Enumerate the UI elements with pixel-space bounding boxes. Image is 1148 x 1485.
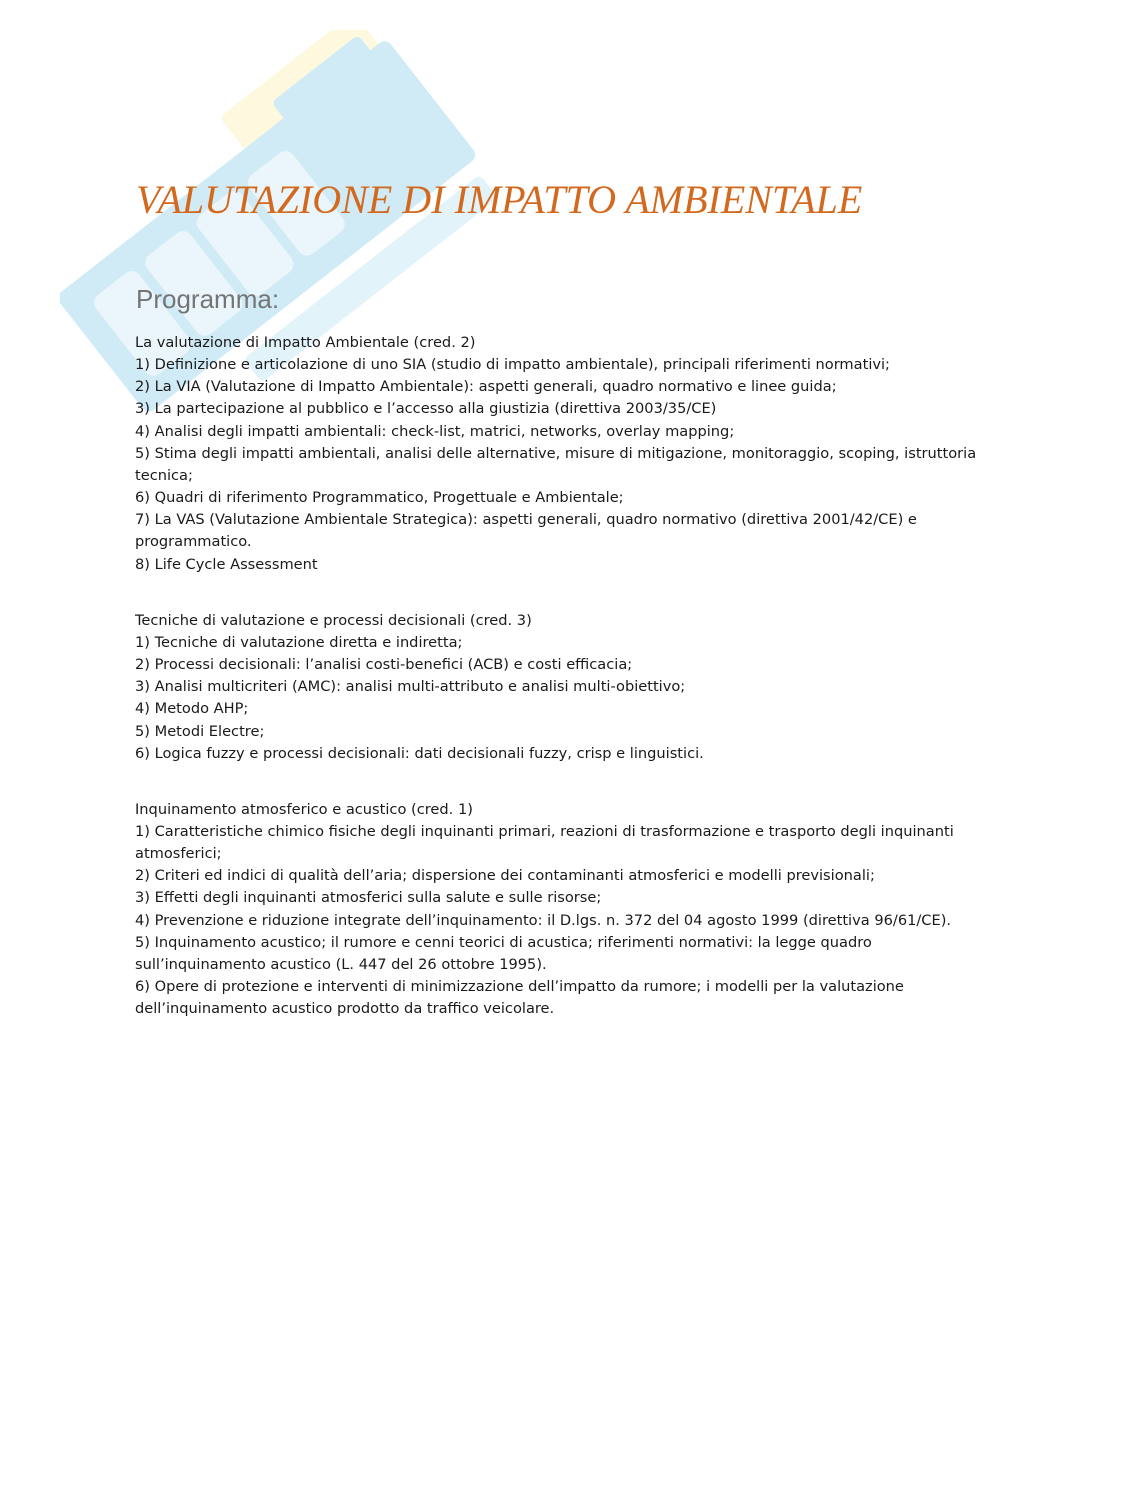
list-item: 3) La partecipazione al pubblico e l’accesso alla giustizia (direttiva 2003/35/CE) xyxy=(135,400,717,418)
section-heading: Tecniche di valutazione e processi decisionali (cred. 3) xyxy=(135,611,532,629)
list-item: 7) La VAS (Valutazione Ambientale Strategica): aspetti generali, quadro normativo (direttiva 2001/42/CE) e programmatico. xyxy=(135,511,917,551)
list-item: 3) Analisi multicriteri (AMC): analisi multi-attributo e analisi multi-obiettivo; xyxy=(135,678,686,696)
list-item: 1) Tecniche di valutazione diretta e indiretta; xyxy=(135,633,463,651)
list-item: 2) Criteri ed indici di qualità dell’aria; dispersione dei contaminanti atmosferici e modelli previsionali; xyxy=(135,867,875,885)
list-item: 2) Processi decisionali: l’analisi costi-benefici (ACB) e costi efficacia; xyxy=(135,656,633,674)
document-title: VALUTAZIONE DI IMPATTO AMBIENTALE xyxy=(136,177,863,222)
section-valutazione-impatto xyxy=(135,332,1005,576)
section-tecniche-valutazione xyxy=(135,610,1005,765)
list-item: 3) Effetti degli inquinanti atmosferici sulla salute e sulle risorse; xyxy=(135,889,602,907)
list-item: 5) Stima degli impatti ambientali, analisi delle alternative, misure di mitigazione, monitoraggio, scoping, istruttoria tecnica; xyxy=(135,444,977,484)
list-item: 6) Logica fuzzy e processi decisionali: dati decisionali fuzzy, crisp e linguistici. xyxy=(135,744,704,762)
list-item: 6) Quadri di riferimento Programmatico, Progettuale e Ambientale; xyxy=(135,489,624,507)
section-heading: Inquinamento atmosferico e acustico (cred. 1) xyxy=(135,800,473,818)
list-item: 4) Metodo AHP; xyxy=(135,700,249,718)
list-item: 4) Analisi degli impatti ambientali: check-list, matrici, networks, overlay mapping; xyxy=(135,422,735,440)
list-item: 2) La VIA (Valutazione di Impatto Ambientale): aspetti generali, quadro normativo e linee guida; xyxy=(135,378,837,396)
list-item: 5) Metodi Electre; xyxy=(135,722,265,740)
program-content xyxy=(135,332,1005,1054)
list-item: 6) Opere di protezione e interventi di minimizzazione dell’impatto da rumore; i modelli per la valutazione dell’inquinamento acustico prodotto da traffico veicolare. xyxy=(135,978,904,1018)
watermark-net-band xyxy=(271,35,382,134)
document-subtitle: Programma: xyxy=(136,284,280,314)
list-item: 5) Inquinamento acustico; il rumore e cenni teorici di acustica; riferimenti normativi: la legge quadro sull’inquinamento acustico (L. 447 del 26 ottobre 1995). xyxy=(135,933,872,973)
section-inquinamento xyxy=(135,799,1005,1021)
list-item: 8) Life Cycle Assessment xyxy=(135,555,318,573)
section-heading: La valutazione di Impatto Ambientale (cred. 2) xyxy=(135,334,476,351)
list-item: 1) Definizione e articolazione di uno SIA (studio di impatto ambientale), principali riferimenti normativi; xyxy=(135,356,890,374)
list-item: 4) Prevenzione e riduzione integrate dell’inquinamento: il D.lgs. n. 372 del 04 agosto 1999 (direttiva 96/61/CE). xyxy=(135,911,952,929)
list-item: 1) Caratteristiche chimico fisiche degli inquinanti primari, reazioni di trasformazione e trasporto degli inquinanti atmosferici; xyxy=(135,822,954,863)
